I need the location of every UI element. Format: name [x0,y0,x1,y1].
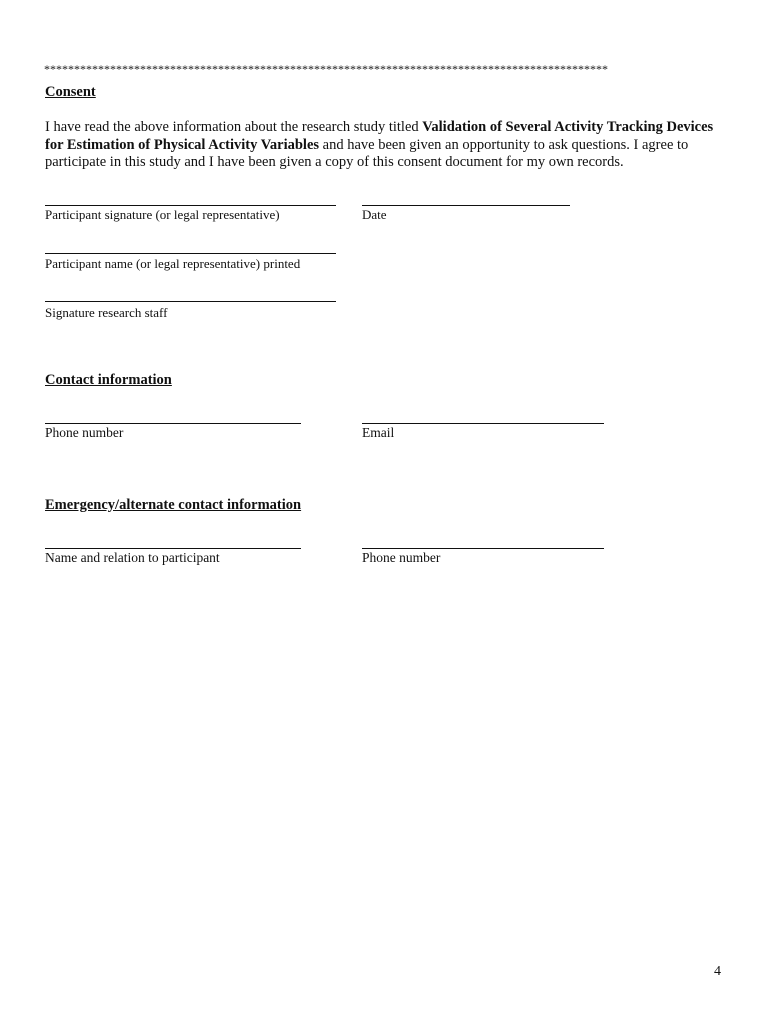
emergency-name-line[interactable] [45,548,301,549]
participant-name-line[interactable] [45,253,336,254]
date-line[interactable] [362,205,570,206]
contact-email-label: Email [362,425,395,440]
emergency-phone-line[interactable] [362,548,604,549]
staff-signature-line[interactable] [45,301,336,302]
emergency-phone-label: Phone number [362,550,441,565]
consent-text-after: and have been given an opportunity to ask questions. I agree to participate in this study and I have been given a copy of this consent document for my own records. [45,136,689,170]
contact-phone-label: Phone number [45,425,124,440]
consent-text-before: I have read the above information about the research study titled [45,119,423,135]
staff-signature-label: Signature research staff [45,305,168,320]
participant-signature-line[interactable] [45,205,336,206]
page-number: 4 [714,964,721,979]
contact-heading: Contact information [45,372,172,388]
date-label: Date [362,207,387,222]
consent-paragraph [45,119,735,172]
participant-signature-label: Participant signature (or legal representative) [45,207,280,222]
study-title: Validation of Several Activity Tracking Devices for Estimation of Physical Activity Variables [45,119,714,153]
contact-email-line[interactable] [362,423,604,424]
emergency-heading: Emergency/alternate contact information [45,497,302,513]
participant-name-label: Participant name (or legal representative) printed [45,256,301,271]
consent-heading: Consent [45,84,96,100]
separator-line: ********************************************************************************************** [44,62,608,76]
emergency-name-label: Name and relation to participant [45,550,220,565]
contact-phone-line[interactable] [45,423,301,424]
